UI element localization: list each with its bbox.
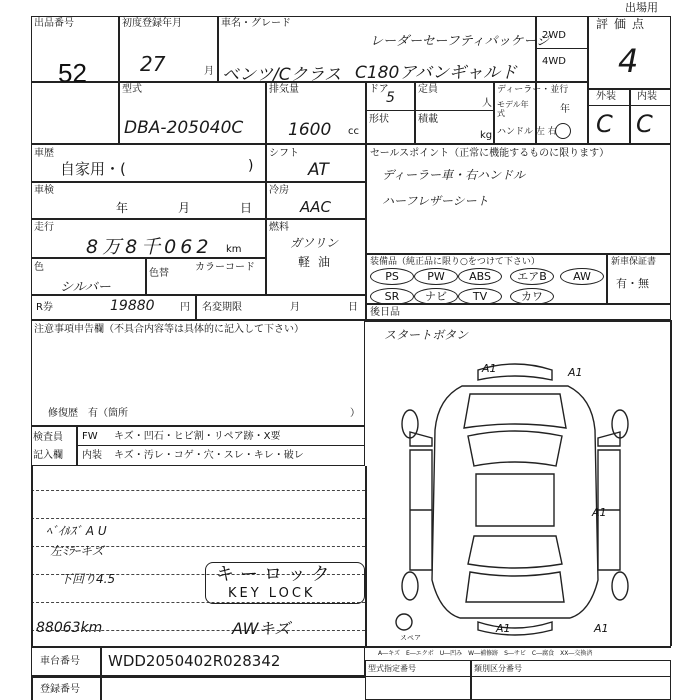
key-lock-stamp bbox=[205, 562, 365, 604]
car-body-outline bbox=[432, 386, 598, 618]
cc-unit: cc bbox=[348, 126, 359, 137]
inspector-label: 検査員 bbox=[33, 432, 63, 443]
class-number-label: 類別区分番号 bbox=[474, 664, 522, 673]
key-lock-en: KEY LOCK bbox=[228, 586, 316, 601]
damage-mark-top: A1 bbox=[482, 362, 497, 375]
door-label: ドア bbox=[369, 84, 389, 95]
chassis-label: 車台番号 bbox=[40, 656, 80, 667]
yen-unit: 円 bbox=[180, 302, 190, 313]
note-handwriting-1: ﾍﾞｲﾙｽﾞ A U bbox=[46, 524, 107, 538]
first-reg-month-unit: 月 bbox=[204, 66, 214, 77]
right-mirror bbox=[598, 432, 620, 446]
load-label: 積載 bbox=[418, 114, 438, 125]
damage-mark-side: A1 bbox=[592, 506, 607, 519]
interior-items: キズ・汚レ・コゲ・穴・スレ・キレ・破レ bbox=[114, 450, 304, 461]
repair-close: ） bbox=[350, 408, 360, 419]
interior-grade: C bbox=[636, 110, 653, 138]
hood-outline bbox=[464, 394, 566, 428]
fw-label: FW bbox=[82, 431, 98, 442]
handle-right-circle bbox=[555, 123, 571, 139]
key-lock-jp: キーロック bbox=[216, 564, 336, 585]
inspection-month: 月 bbox=[178, 201, 191, 215]
fuel-label: 燃料 bbox=[269, 222, 289, 233]
interior-label: 内装 bbox=[637, 91, 657, 102]
fuel: ガソリン bbox=[290, 236, 339, 250]
first-reg-year: 27 bbox=[140, 52, 166, 76]
equipment-item bbox=[510, 268, 554, 285]
displacement-label: 排気量 bbox=[269, 84, 299, 95]
shape-label: 形状 bbox=[369, 114, 389, 125]
left-doors-outline bbox=[410, 450, 432, 570]
exterior-label: 外装 bbox=[596, 91, 616, 102]
inspection-year: 年 bbox=[116, 201, 129, 215]
exterior-grade: C bbox=[596, 110, 613, 138]
category: 自家用・( bbox=[60, 160, 126, 178]
model-year-label: モデル年式 bbox=[497, 100, 529, 118]
sales-point-2: ハーフレザーシート bbox=[382, 194, 489, 208]
year-unit: 年 bbox=[560, 104, 570, 115]
spare-label: スペア bbox=[400, 634, 421, 640]
equipment-label: AW bbox=[573, 270, 591, 283]
equipment-item bbox=[414, 288, 458, 305]
trunk-outline bbox=[466, 572, 564, 602]
fuel-option: 軽油 bbox=[298, 255, 339, 269]
after-label: 後日品 bbox=[370, 307, 400, 318]
warranty-value: 有・無 bbox=[616, 277, 649, 290]
fw-items: キズ・凹石・ヒビ割・リペア跡・X要 bbox=[114, 431, 281, 442]
repair-label: 修復歴 有（箇所 bbox=[48, 408, 128, 419]
top-right-text: 出場用 bbox=[625, 1, 658, 14]
chassis-number: WDD2050402R028342 bbox=[108, 652, 281, 670]
interior-items-label: 内装 bbox=[82, 450, 102, 461]
registration-label: 登録番号 bbox=[40, 684, 80, 695]
mileage-label: 走行 bbox=[34, 222, 54, 233]
rear-window-outline bbox=[468, 536, 562, 568]
windshield-outline bbox=[468, 431, 562, 466]
mileage: 8万8千062 bbox=[86, 236, 213, 258]
model-label: 型式 bbox=[122, 84, 142, 95]
km-unit: km bbox=[226, 244, 242, 255]
sales-points-label: セールスポイント（正常に機能するものに限ります） bbox=[370, 148, 610, 159]
equipment-item bbox=[458, 288, 502, 305]
score-label: 評価点 bbox=[596, 17, 651, 31]
corner-label: 出品番号 bbox=[34, 18, 74, 29]
color-change-label: 色替 bbox=[149, 268, 169, 279]
note-handwriting-4: 88063km bbox=[36, 620, 103, 636]
rear-bumper-outline bbox=[478, 622, 552, 635]
equipment-label: SR bbox=[384, 290, 400, 303]
handle-label: ハンドル 左 右 bbox=[497, 127, 557, 137]
drive-4wd: 4WD bbox=[542, 56, 566, 67]
model: DBA-205040C bbox=[124, 118, 244, 138]
equipment-item bbox=[510, 288, 554, 305]
equipment-item bbox=[370, 268, 414, 285]
model-spec-label: 型式指定番号 bbox=[368, 664, 416, 673]
wheel-rear-right bbox=[612, 572, 628, 600]
equipment-item bbox=[560, 268, 604, 285]
equipment-label: PS bbox=[385, 270, 399, 283]
equip-label: 装備品（純正品に限り○をつけて下さい） bbox=[370, 257, 540, 267]
shift-label: シフト bbox=[269, 148, 299, 159]
category-close: ) bbox=[248, 158, 254, 174]
damage-mark-rear: A1 bbox=[496, 622, 511, 635]
grade: C180アバンギャルド bbox=[355, 63, 517, 83]
record-label: 記入欄 bbox=[33, 450, 63, 461]
grade-note: レーダーセーフティパッケージ bbox=[370, 34, 550, 49]
drive-2wd: 2WD bbox=[542, 30, 566, 41]
wheel-rear-left bbox=[402, 572, 418, 600]
left-mirror bbox=[410, 432, 432, 446]
shift: AT bbox=[308, 160, 329, 180]
sales-point-1: ディーラー車・右ハンドル bbox=[382, 168, 526, 182]
lot-number: 52 bbox=[58, 58, 87, 88]
roof-outline bbox=[476, 474, 554, 526]
displacement: 1600 bbox=[288, 120, 332, 140]
car-name: ベンツ/Cクラス bbox=[222, 65, 342, 85]
equipment-label: ナビ bbox=[425, 290, 447, 303]
name-change-label: 名変期限 bbox=[202, 302, 242, 313]
first-reg-label: 初度登録年月 bbox=[122, 18, 182, 29]
dealer-label: ディーラー・並行 bbox=[497, 85, 569, 95]
color: シルバー bbox=[60, 280, 111, 295]
inspection-day: 日 bbox=[240, 201, 253, 215]
note-handwriting-5: AWキズ bbox=[232, 619, 291, 638]
name-change-day: 日 bbox=[348, 302, 358, 313]
capacity-label: 定員 bbox=[418, 84, 438, 95]
score: 4 bbox=[618, 42, 639, 80]
equipment-item bbox=[458, 268, 502, 285]
kg-unit: kg bbox=[480, 130, 493, 141]
equipment-label: PW bbox=[427, 270, 445, 283]
equipment-label: TV bbox=[472, 290, 488, 303]
equipment-label: ABS bbox=[469, 270, 491, 283]
car-name-label: 車名・グレード bbox=[221, 18, 291, 29]
inspection-label: 車検 bbox=[34, 185, 54, 196]
ac: AAC bbox=[300, 198, 331, 216]
damage-mark-bottom: A1 bbox=[594, 622, 609, 635]
note-handwriting-3: 下回り4.5 bbox=[60, 572, 116, 586]
door: 5 bbox=[386, 90, 395, 106]
car-damage-diagram bbox=[370, 350, 666, 640]
notes-label: 注意事項申告欄（不具合内容等は具体的に記入して下さい） bbox=[34, 324, 304, 335]
equipment-label: カワ bbox=[521, 290, 543, 303]
equipment-label: エアB bbox=[517, 270, 547, 283]
category-label: 車歴 bbox=[34, 148, 54, 159]
recycle-amount: 19880 bbox=[110, 298, 155, 314]
note-handwriting-2: 左ﾐﾗｰキズ bbox=[50, 544, 104, 558]
spare-tire bbox=[396, 614, 412, 630]
equipment-item bbox=[414, 268, 458, 285]
name-change-month: 月 bbox=[290, 302, 300, 313]
damage-mark-front: A1 bbox=[568, 366, 583, 379]
recycle-label: R券 bbox=[36, 302, 53, 313]
ac-label: 冷房 bbox=[269, 185, 289, 196]
person-unit: 人 bbox=[482, 98, 492, 109]
color-code-label: カラーコード bbox=[195, 262, 255, 273]
equipment-item bbox=[370, 288, 414, 305]
after-item: スタートボタン bbox=[384, 328, 469, 342]
damage-legend: A―キズ E―エクボ U―凹み W―補修跡 S―サビ C―腐食 XX―交換済 bbox=[378, 650, 593, 657]
warranty-label: 新車保証書 bbox=[611, 257, 657, 267]
color-label: 色 bbox=[34, 262, 44, 273]
